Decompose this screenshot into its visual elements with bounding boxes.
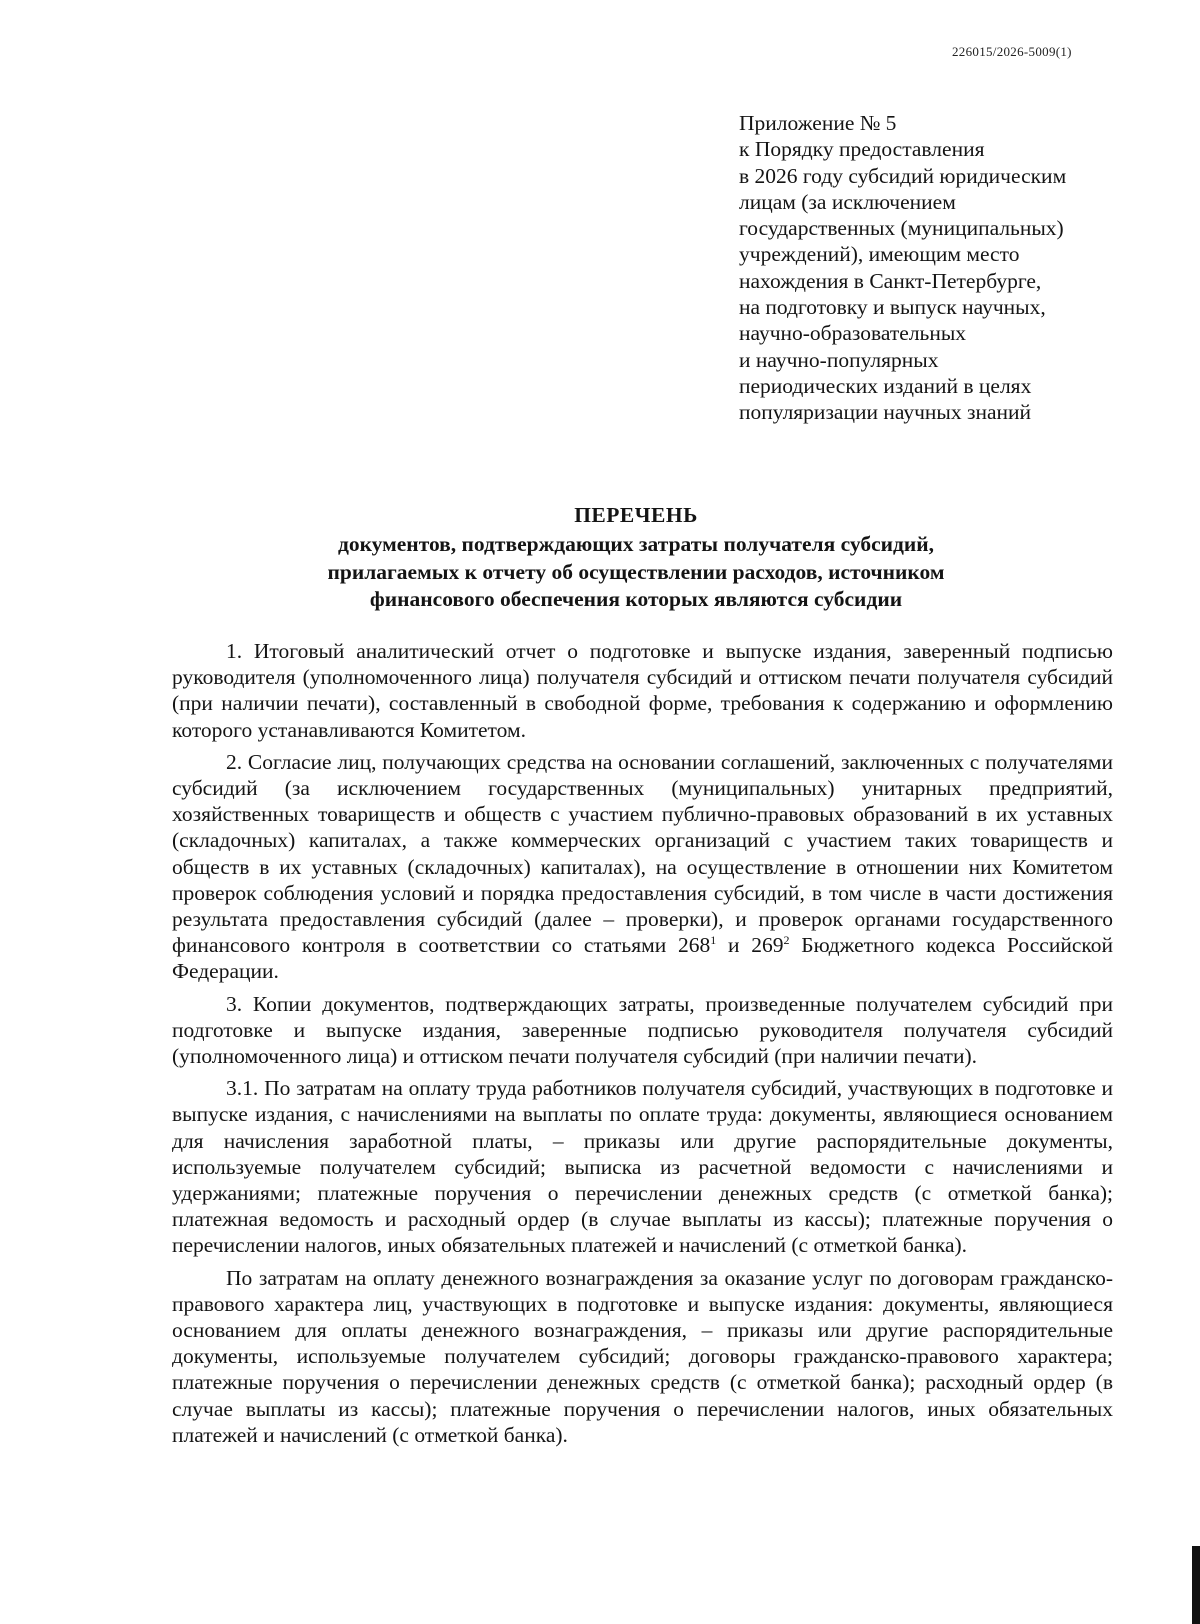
document-title: ПЕРЕЧЕНЬ (574, 503, 698, 527)
document-body (172, 638, 1113, 1454)
superscript: 1 (710, 933, 717, 948)
document-subtitle (0, 531, 1200, 614)
appendix-line: государственных (муниципальных) (739, 216, 1064, 241)
subtitle-line: финансового обеспечения которых являются субсидии (369, 587, 903, 611)
paragraph-2 (172, 749, 1113, 985)
appendix-line: Приложение № 5 (739, 111, 897, 135)
appendix-line: к Порядку предоставления (739, 137, 985, 162)
paragraph-2-text: и 269 (716, 933, 784, 958)
paragraph-3-1-continued: По затратам на оплату денежного вознаграждения за оказание услуг по договорам гражданско-правового характера лиц, участвующих в подготовке и выпуске издания: документы, являющиеся основанием для оплаты денежного вознаграждения, – приказы или другие распорядительные документы, используемые получателем субсидий; договоры гражданско-правового характера; платежные поручения о перечислении денежных средств (с отметкой банка); расходный ордер (в случае выплаты из кассы); платежные поручения о перечислении налогов, иных обязательных платежей и начислений (с отметкой банка). (172, 1265, 1113, 1447)
appendix-line: и научно-популярных (739, 347, 939, 372)
paragraph-2-text: Бюджетного кодекса Российской Федерации. (172, 933, 1113, 984)
appendix-line: популяризации научных знаний (739, 400, 1032, 425)
appendix-line: нахождения в Санкт-Петербурге, (739, 268, 1042, 293)
document-registration-number: 226015/2026-5009(1) (952, 44, 1072, 59)
document-title-block (0, 502, 1200, 614)
appendix-line: лицам (за исключением (739, 189, 956, 214)
appendix-line: на подготовку и выпуск научных, (739, 295, 1046, 320)
appendix-line: учреждений), имеющим место (739, 242, 1020, 267)
appendix-block (739, 110, 1139, 426)
scan-edge-mark (1192, 1546, 1200, 1624)
paragraph-3: 3. Копии документов, подтверждающих затраты, произведенные получателем субсидий при подготовке и выпуске издания, заверенные подписью руководителя получателя субсидий (уполномоченного лица) и оттиском печати получателя субсидий (при наличии печати). (172, 991, 1113, 1069)
superscript: 2 (783, 933, 790, 948)
appendix-line: научно-образовательных (739, 321, 967, 346)
paragraph-3-1: 3.1. По затратам на оплату труда работников получателя субсидий, участвующих в подготовке и выпуске издания, с начислениями на выплаты по оплате труда: документы, являющиеся основанием для начисления заработной платы, – приказы или другие распорядительные документы, используемые получателем субсидий; выписка из расчетной ведомости с начислениями и удержаниями; платежные поручения о перечислении денежных средств (с отметкой банка); платежная ведомость и расходный ордер (в случае выплаты из кассы); платежные поручения о перечислении налогов, иных обязательных платежей и начислений (с отметкой банка). (172, 1076, 1113, 1258)
subtitle-line: прилагаемых к отчету об осуществлении расходов, источником (327, 559, 945, 584)
paragraph-2-text: 2. Согласие лиц, получающих средства на основании соглашений, заключенных с получателями субсидий (за исключением государственных (муниципальных) унитарных предприятий, хозяйственных товариществ и обществ с участием публично-правовых образований в их уставных (складочных) капиталах, а также коммерческих организаций с участием таких товариществ и обществ в их уставных (складочных) капиталах), на осуществление в отношении них Комитетом проверок соблюдения условий и порядка предоставления субсидий, в том числе в части достижения результата предоставления субсидий (далее – проверки), и проверок органами государственного финансового контроля в соответствии со статьями 268 (172, 749, 1113, 958)
appendix-line: в 2026 году субсидий юридическим (739, 163, 1067, 188)
paragraph-1: 1. Итоговый аналитический отчет о подготовке и выпуске издания, заверенный подписью руководителя (уполномоченного лица) получателя субсидий и оттиском печати получателя субсидий (при наличии печати), составленный в свободной форме, требования к содержанию и оформлению которого устанавливаются Комитетом. (172, 639, 1113, 742)
appendix-line: периодических изданий в целях (739, 373, 1032, 398)
subtitle-line: документов, подтверждающих затраты получателя субсидий, (337, 532, 935, 556)
